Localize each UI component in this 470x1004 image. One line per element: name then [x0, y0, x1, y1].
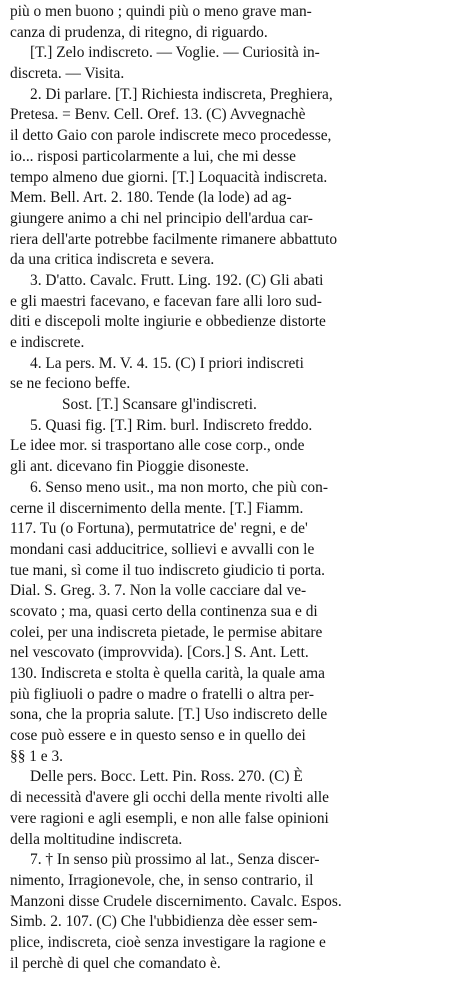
text-line: gli ant. dicevano fin Pioggie disoneste. [10, 458, 249, 476]
text-line: io... risposi particolarmente a lui, che mi desse [10, 147, 296, 165]
text-line: e gli maestri facevano, e facevan fare alli loro sud- [10, 292, 322, 310]
text-line: di necessità d'avere gli occhi della mente rivolti alle [10, 789, 330, 807]
text-line: 117. Tu (o Fortuna), permutatrice de' regni, e de' [10, 520, 308, 538]
text-line: della moltitudine indiscreta. [10, 830, 183, 848]
text-line: e indiscrete. [10, 334, 85, 351]
text-line: §§ 1 e 3. [10, 747, 64, 765]
text-line: giungere animo a chi nel principio dell'ardua car- [10, 209, 313, 227]
text-line: 4. La pers. M. V. 4. 15. (C) I priori indiscreti [30, 354, 304, 372]
text-line: riera dell'arte potrebbe facilmente rimanere abbattuto [10, 230, 338, 248]
text-line: Dial. S. Greg. 3. 7. Non la volle cacciare dal ve- [10, 582, 307, 600]
text-line: canza di prudenza, di ritegno, di riguardo. [10, 23, 268, 41]
text-line: 5. Quasi fig. [T.] Rim. burl. Indiscreto freddo. [30, 416, 313, 434]
text-line: Delle pers. Bocc. Lett. Pin. Ross. 270. (C) È [30, 768, 303, 786]
text-line: da una critica indiscreta e severa. [10, 251, 215, 269]
text-line: Simb. 2. 107. (C) Che l'ubbidienza dèe esser sem- [10, 913, 318, 931]
text-line: cerne il discernimento della mente. [T.] Fiamm. [10, 499, 304, 517]
text-line: il detto Gaio con parole indiscrete meco procedesse, [10, 127, 332, 145]
text-line: mondani casi adducitrice, sollievi e avvalli con le [10, 540, 315, 558]
text-line: Pretesa. = Benv. Cell. Oref. 13. (C) Avvegnachè [10, 106, 306, 124]
text-line: 7. † In senso più prossimo al lat., Senza discer- [30, 851, 320, 869]
text-line: nel vescovato (improvvida). [Cors.] S. Ant. Lett. [10, 644, 309, 662]
text-line: [T.] Zelo indiscreto. — Voglie. — Curiosità in- [30, 44, 320, 62]
text-line: Mem. Bell. Art. 2. 180. Tende (la lode) ad ag- [10, 189, 292, 207]
text-line: 6. Senso meno usit., ma non morto, che più con- [30, 478, 328, 496]
text-line: più figliuoli o padre o madre o fratelli o altra per- [10, 685, 314, 703]
text-line: Sost. [T.] Scansare gl'indiscreti. [62, 396, 257, 414]
text-line: 3. D'atto. Cavalc. Frutt. Ling. 192. (C) Gli abati [30, 271, 324, 289]
text-line: vere ragioni e agli esempli, e non alle false opinioni [10, 809, 329, 827]
text-line: colei, per una indiscreta pietade, le permise abitare [10, 623, 323, 641]
text-line: se ne feciono beffe. [10, 375, 131, 393]
text-line: 2. Di parlare. [T.] Richiesta indiscreta, Preghiera, [30, 85, 333, 103]
text-line: nimento, Irragionevole, che, in senso contrario, il [10, 871, 314, 889]
text-line: sona, che la propria salute. [T.] Uso indiscreto delle [10, 706, 328, 724]
text-line: tue mani, sì come il tuo indiscreto giudicio ti porta. [10, 561, 326, 579]
text-line: plice, indiscreta, cioè senza investigare la ragione e [10, 933, 326, 951]
text-line: scovato ; ma, quasi certo della continenza sua e di [10, 602, 318, 620]
text-line: 130. Indiscreta e stolta è quella carità, la quale ama [10, 665, 325, 682]
text-line: il perchè di quel che comandato è. [10, 954, 221, 972]
text-line: discreta. — Visita. [10, 65, 125, 83]
text-line: cose può essere e in questo senso e in quello dei [10, 727, 306, 745]
text-line: diti e discepoli molte ingiurie e obbedienze distorte [10, 313, 326, 331]
text-line: Manzoni disse Crudele discernimento. Cavalc. Espos. [10, 892, 342, 910]
text-line: tempo almeno due giorni. [T.] Loquacità indiscreta. [10, 168, 328, 186]
text-line: più o men buono ; quindi più o meno grave man- [10, 3, 312, 20]
text-line: Le idee mor. si trasportano alle cose corp., onde [10, 437, 305, 455]
